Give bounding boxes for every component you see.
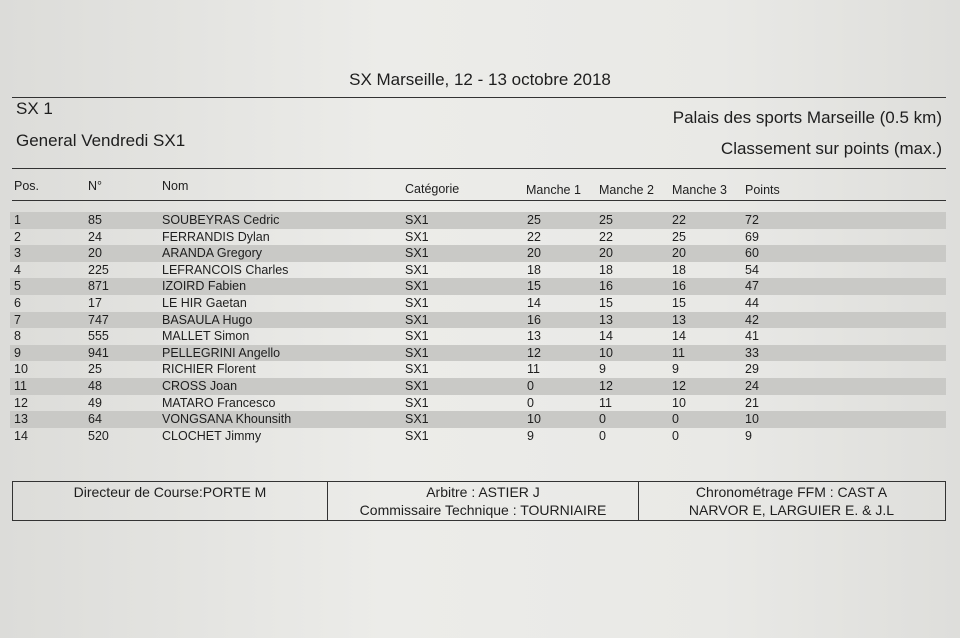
header-bottom-rule	[12, 200, 946, 201]
row-manche-2: 22	[599, 229, 613, 244]
referee: Arbitre : ASTIER J	[426, 484, 540, 500]
row-points: 24	[745, 379, 759, 393]
row-manche-1: 20	[527, 246, 541, 261]
row-manche-1: 14	[527, 296, 541, 310]
row-manche-1: 22	[527, 229, 541, 244]
row-manche-2: 11	[599, 395, 612, 410]
row-manche-3: 15	[672, 296, 686, 310]
col-header-pos: Pos.	[14, 179, 40, 193]
row-manche-2: 15	[599, 296, 613, 310]
timing-cell	[639, 482, 944, 520]
row-name: MALLET Simon	[162, 329, 250, 344]
row-name: LE HIR Gaetan	[162, 296, 247, 310]
row-manche-1: 0	[527, 379, 534, 393]
row-manche-3: 11	[672, 345, 685, 360]
race-director-cell	[13, 482, 328, 520]
table-row	[10, 312, 946, 329]
session-title: General Vendredi SX1	[16, 131, 186, 150]
row-position: 13	[14, 412, 28, 427]
row-position: 12	[14, 395, 28, 410]
row-name: CROSS Joan	[162, 379, 238, 393]
row-manche-2: 12	[599, 379, 613, 393]
row-manche-1: 10	[527, 412, 541, 427]
event-title: SX Marseille, 12 - 13 octobre 2018	[349, 70, 611, 89]
row-category: SX1	[405, 362, 429, 377]
table-row	[10, 428, 946, 445]
venue: Palais des sports Marseille (0.5 km)	[672, 108, 942, 127]
row-number: 24	[88, 229, 102, 244]
row-manche-2: 9	[599, 362, 606, 377]
table-row	[10, 295, 946, 312]
row-position: 11	[14, 379, 27, 393]
row-position: 14	[14, 428, 28, 443]
row-manche-2: 0	[599, 412, 606, 427]
table-row	[10, 262, 946, 279]
row-category: SX1	[405, 296, 429, 310]
row-manche-3: 22	[672, 213, 686, 227]
row-manche-3: 9	[672, 362, 679, 377]
row-number: 520	[88, 428, 109, 443]
row-name: ARANDA Gregory	[162, 246, 263, 261]
row-category: SX1	[405, 262, 429, 277]
row-position: 4	[14, 262, 21, 277]
table-row	[10, 361, 946, 378]
row-position: 3	[14, 246, 21, 261]
officials-box	[12, 481, 946, 521]
row-category: SX1	[405, 312, 429, 327]
row-manche-3: 12	[672, 379, 686, 393]
row-points: 54	[745, 262, 759, 277]
table-row	[10, 245, 946, 262]
row-category: SX1	[405, 246, 429, 261]
row-points: 21	[745, 395, 759, 410]
row-manche-2: 14	[599, 329, 613, 344]
row-category: SX1	[405, 412, 429, 427]
referee-cell	[328, 482, 639, 520]
table-row	[10, 278, 946, 295]
row-manche-1: 18	[527, 262, 541, 277]
row-name: RICHIER Florent	[162, 362, 256, 377]
row-category: SX1	[405, 229, 429, 244]
table-row	[10, 229, 946, 246]
row-name: PELLEGRINI Angello	[162, 345, 281, 360]
technical-commissioner: Commissaire Technique : TOURNIAIRE	[359, 502, 607, 518]
row-manche-3: 20	[672, 246, 686, 261]
row-category: SX1	[405, 279, 429, 294]
row-points: 10	[745, 412, 759, 427]
row-manche-1: 9	[527, 428, 534, 443]
row-manche-1: 25	[527, 213, 541, 227]
timing-line-2: NARVOR E, LARGUIER E. & J.L	[688, 502, 895, 518]
row-position: 9	[14, 345, 21, 360]
row-points: 60	[745, 246, 759, 261]
row-name: LEFRANCOIS Charles	[162, 262, 289, 277]
row-manche-3: 14	[672, 329, 686, 344]
row-position: 5	[14, 279, 21, 294]
row-manche-3: 0	[672, 428, 679, 443]
table-row	[10, 328, 946, 345]
row-manche-3: 10	[672, 395, 686, 410]
row-manche-3: 16	[672, 279, 686, 294]
row-points: 72	[745, 213, 759, 227]
ranking-type: Classement sur points (max.)	[720, 139, 942, 158]
row-manche-2: 16	[599, 279, 613, 294]
row-manche-2: 18	[599, 262, 613, 277]
row-category: SX1	[405, 213, 429, 227]
row-name: FERRANDIS Dylan	[162, 229, 270, 244]
col-header-manche-2: Manche 2	[599, 183, 654, 197]
row-points: 44	[745, 296, 759, 310]
title-rule	[12, 97, 946, 98]
row-manche-1: 12	[527, 345, 541, 360]
row-manche-2: 10	[599, 345, 613, 360]
row-manche-1: 15	[527, 279, 541, 294]
row-category: SX1	[405, 395, 429, 410]
row-category: SX1	[405, 379, 429, 393]
row-number: 871	[88, 279, 109, 294]
row-number: 941	[88, 345, 109, 360]
row-position: 10	[14, 362, 28, 377]
row-number: 555	[88, 329, 109, 344]
row-name: SOUBEYRAS Cedric	[162, 213, 280, 227]
class-name: SX 1	[16, 99, 53, 118]
row-number: 225	[88, 262, 109, 277]
table-row	[10, 212, 946, 229]
row-category: SX1	[405, 428, 429, 443]
row-manche-3: 13	[672, 312, 686, 327]
row-position: 7	[14, 312, 21, 327]
table-row	[10, 378, 946, 395]
row-points: 41	[745, 329, 759, 344]
row-points: 33	[745, 345, 759, 360]
table-row	[10, 345, 946, 362]
row-points: 29	[745, 362, 759, 377]
row-number: 48	[88, 379, 102, 393]
row-manche-2: 20	[599, 246, 613, 261]
row-manche-2: 13	[599, 312, 613, 327]
header-top-rule	[12, 168, 946, 169]
row-manche-1: 16	[527, 312, 541, 327]
row-number: 20	[88, 246, 102, 261]
row-manche-1: 13	[527, 329, 541, 344]
row-number: 747	[88, 312, 109, 327]
col-header-number: N°	[88, 179, 103, 193]
col-header-name: Nom	[162, 179, 189, 193]
row-number: 85	[88, 213, 102, 227]
row-name: BASAULA Hugo	[162, 312, 253, 327]
col-header-manche-3: Manche 3	[672, 183, 727, 197]
row-position: 6	[14, 296, 21, 310]
row-number: 17	[88, 296, 102, 310]
row-points: 42	[745, 312, 759, 327]
row-name: MATARO Francesco	[162, 395, 276, 410]
row-points: 69	[745, 229, 759, 244]
row-manche-1: 0	[527, 395, 534, 410]
row-position: 2	[14, 229, 21, 244]
col-header-category: Catégorie	[405, 182, 460, 196]
row-manche-3: 0	[672, 412, 679, 427]
race-director: Directeur de Course:PORTE M	[73, 484, 267, 500]
row-manche-3: 18	[672, 262, 686, 277]
row-manche-2: 25	[599, 213, 613, 227]
row-number: 49	[88, 395, 102, 410]
row-category: SX1	[405, 345, 429, 360]
row-position: 8	[14, 329, 21, 344]
col-header-manche-1: Manche 1	[526, 183, 581, 197]
table-row	[10, 395, 946, 412]
row-number: 64	[88, 412, 102, 427]
row-points: 47	[745, 279, 759, 294]
row-name: CLOCHET Jimmy	[162, 428, 262, 443]
row-number: 25	[88, 362, 102, 377]
row-name: IZOIRD Fabien	[162, 279, 247, 294]
table-row	[10, 411, 946, 428]
row-manche-1: 11	[527, 362, 540, 377]
timing-line-1: Chronométrage FFM : CAST A	[695, 484, 888, 500]
row-points: 9	[745, 428, 752, 443]
row-position: 1	[14, 213, 21, 227]
row-category: SX1	[405, 329, 429, 344]
row-manche-3: 25	[672, 229, 686, 244]
col-header-points: Points	[745, 183, 780, 197]
row-name: VONGSANA Khounsith	[162, 412, 292, 427]
row-manche-2: 0	[599, 428, 606, 443]
